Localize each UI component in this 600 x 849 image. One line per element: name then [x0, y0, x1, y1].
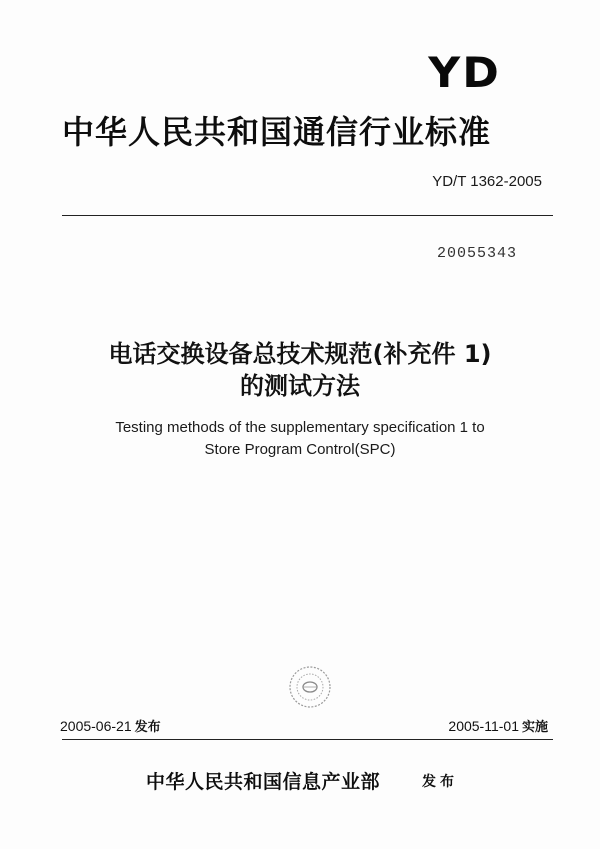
- effective-date-label: 实施: [521, 720, 548, 735]
- chinese-title: [0, 338, 600, 402]
- issuing-authority: 中华人民共和国信息产业部: [146, 771, 381, 793]
- bottom-divider: [62, 739, 553, 740]
- english-title: [0, 417, 600, 461]
- issue-date-value: 2005-06-21: [60, 718, 132, 734]
- standard-code: YD/T 1362-2005: [432, 173, 542, 190]
- library-seal-icon: [287, 664, 333, 710]
- chinese-title-line2: 的测试方法: [240, 372, 360, 400]
- yd-logo: YD: [428, 48, 502, 97]
- issue-date-label: 发布: [134, 720, 161, 735]
- registration-number: 20055343: [437, 245, 518, 262]
- effective-date-value: 2005-11-01: [448, 718, 519, 734]
- standard-category-title: 中华人民共和国通信行业标准: [62, 113, 492, 151]
- issuing-action: 发布: [422, 774, 458, 790]
- effective-date: [448, 716, 548, 735]
- english-title-line2: Store Program Control(SPC): [204, 441, 396, 458]
- top-divider: [62, 215, 553, 216]
- chinese-title-line1: 电话交换设备总技术规范(补充件 1): [108, 340, 492, 368]
- issue-date: [60, 716, 161, 735]
- english-title-line1: Testing methods of the supplementary specification 1 to: [115, 419, 485, 436]
